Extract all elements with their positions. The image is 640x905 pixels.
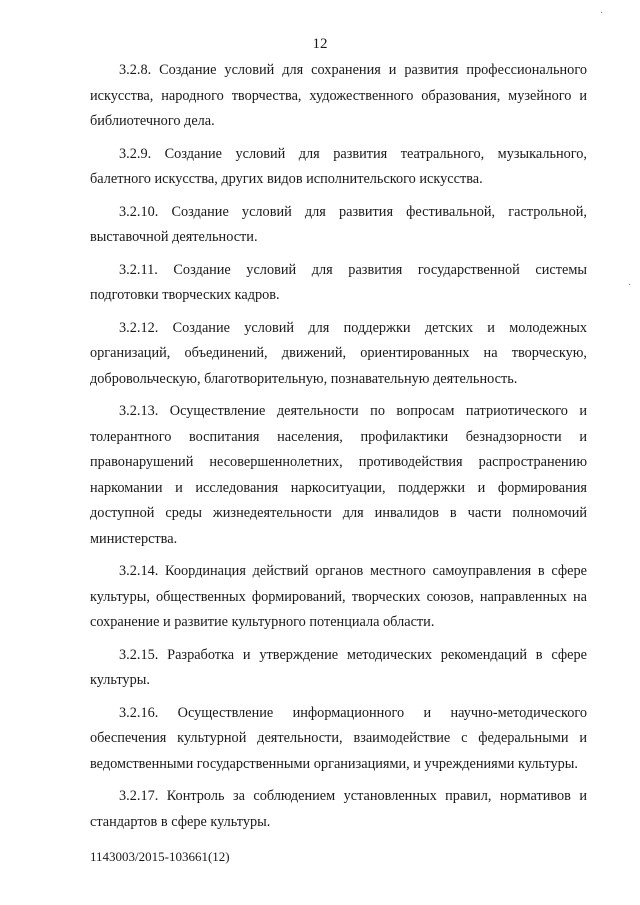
paragraph-3-2-8: 3.2.8. Создание условий для сохранения и развития профессионального искусства, народного творчества, художественного образования, музейного и библиотечного дела. — [90, 62, 587, 129]
paragraph-3-2-11: 3.2.11. Создание условий для развития государственной системы подготовки творческих кадров. — [90, 261, 587, 303]
document-footer-code: 1143003/2015-103661(12) — [90, 849, 230, 864]
scan-mark-top: · — [600, 8, 604, 19]
paragraph-3-2-16: 3.2.16. Осуществление информационного и научно-методического обеспечения культурной деятельности, взаимодействие с федеральными и ведомственными государственными организациями, и учреждениями культуры. — [90, 704, 587, 772]
page-number: 12 — [312, 36, 328, 52]
paragraph-3-2-15: 3.2.15. Разработка и утверждение методических рекомендаций в сфере культуры. — [90, 646, 587, 688]
document-body — [90, 58, 587, 842]
paragraph-3-2-9: 3.2.9. Создание условий для развития театрального, музыкального, балетного искусства, других видов исполнительского искусства. — [90, 145, 587, 187]
paragraph-3-2-17: 3.2.17. Контроль за соблюдением установленных правил, нормативов и стандартов в сфере культуры. — [90, 788, 587, 830]
paragraph-3-2-14: 3.2.14. Координация действий органов местного самоуправления в сфере культуры, общественных формирований, творческих союзов, направленных на сохранение и развитие культурного потенциала области. — [90, 563, 587, 630]
paragraph-3-2-10: 3.2.10. Создание условий для развития фестивальной, гастрольной, выставочной деятельности. — [90, 203, 587, 245]
paragraph-3-2-12: 3.2.12. Создание условий для поддержки детских и молодежных организаций, объединений, движений, ориентированных на творческую, добровольческую, благотворительную, познавательную деятельность. — [90, 319, 587, 387]
scan-mark-side: · — [628, 280, 632, 291]
paragraph-3-2-13: 3.2.13. Осуществление деятельности по вопросам патриотического и толерантного воспитания населения, профилактики безнадзорности и правонарушений несовершеннолетних, противодействия распространению наркомании и исследования наркоситуации, поддержки и формирования доступной среды жизнедеятельности для инвалидов в части полномочий министерства. — [90, 403, 587, 547]
